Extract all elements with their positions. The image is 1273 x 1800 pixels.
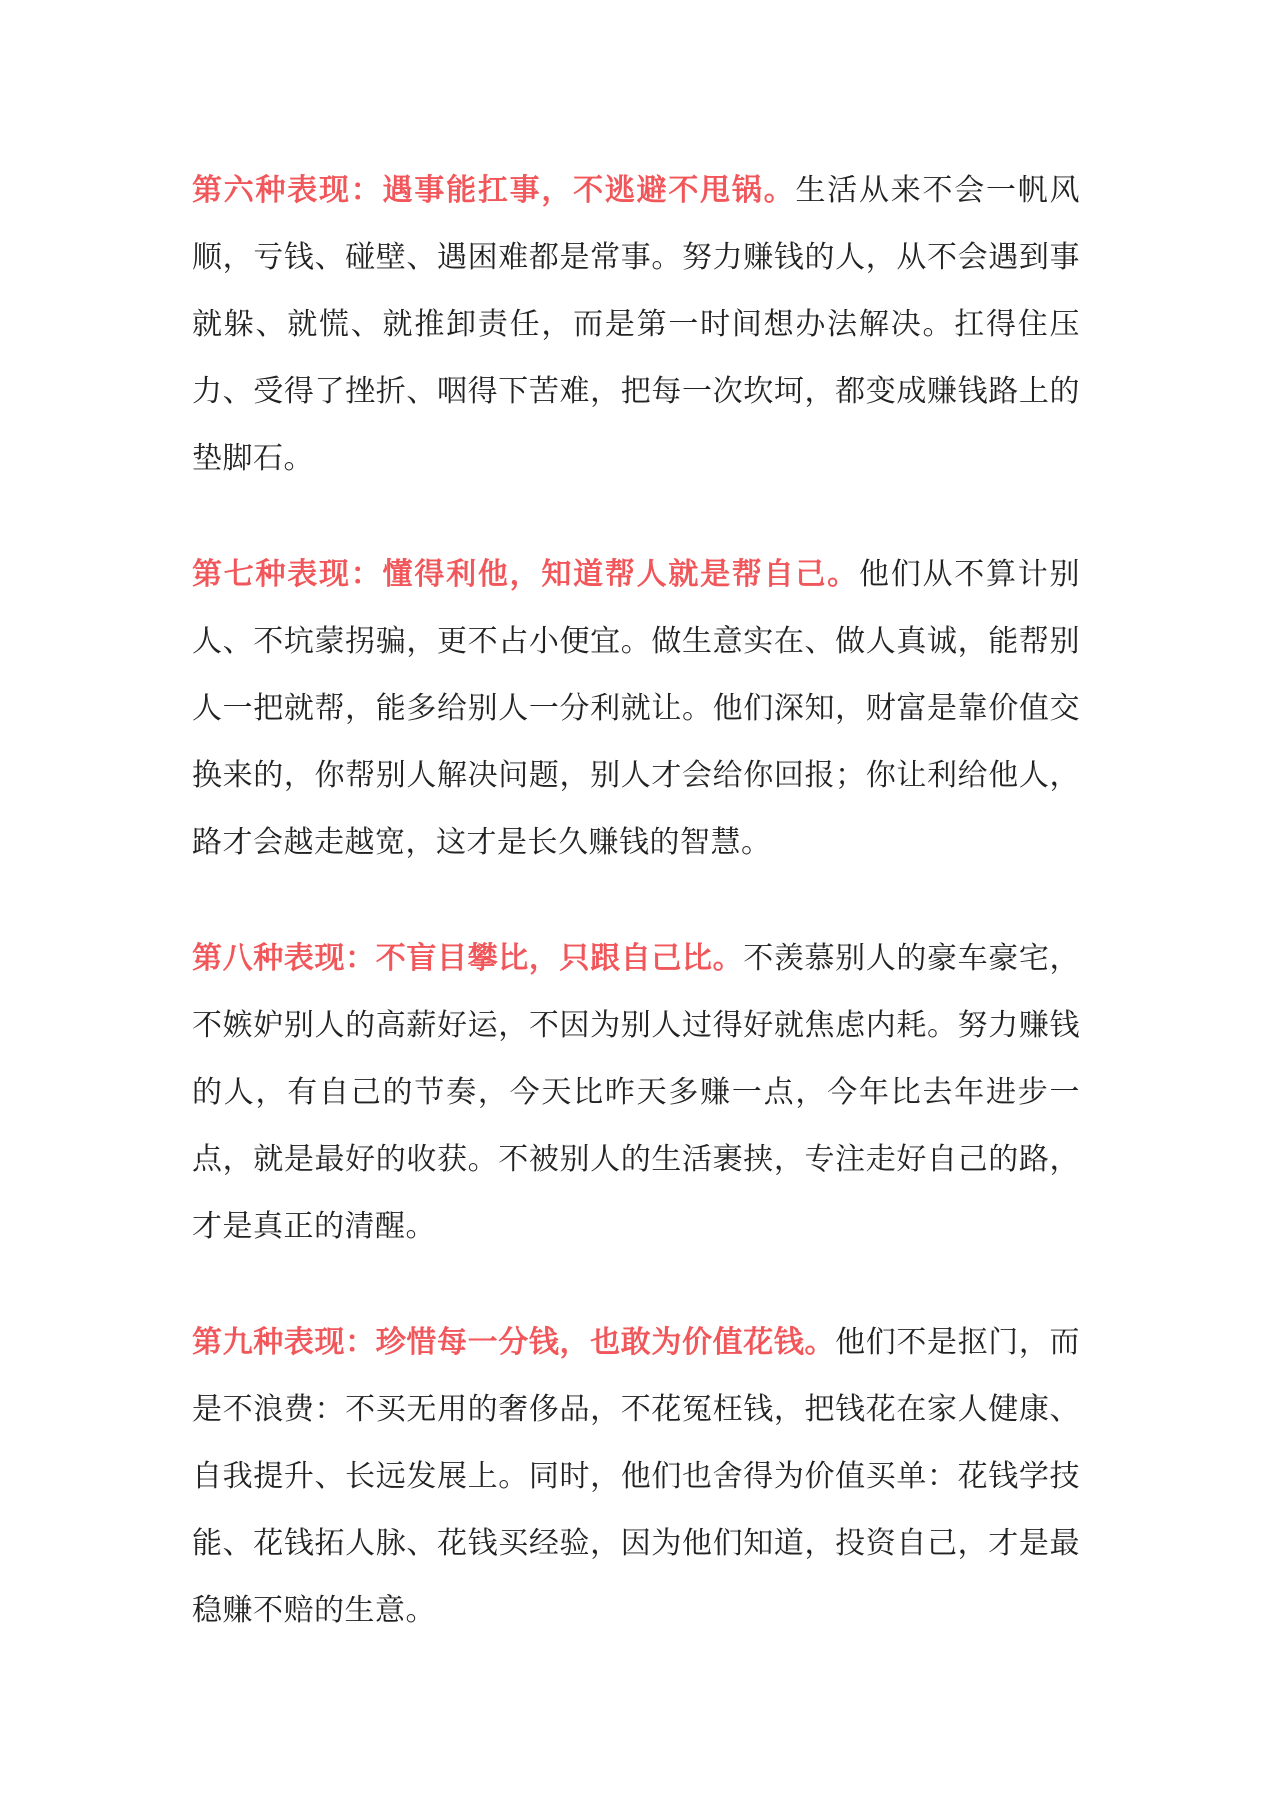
section-seventh bbox=[192, 541, 1080, 876]
section-sixth bbox=[192, 157, 1080, 492]
section-ninth bbox=[192, 1309, 1080, 1644]
section-eighth bbox=[192, 925, 1080, 1260]
section-body: 他们不是抠门，而是不浪费：不买无用的奢侈品，不花冤枉钱，把钱花在家人健康、自我提升、长远发展上。同时，他们也舍得为价值买单：花钱学技能、花钱拓人脉、花钱买经验，因为他们知道，投资自己，才是最稳赚不赔的生意。 bbox=[192, 1325, 1080, 1628]
section-body: 生活从来不会一帆风顺，亏钱、碰壁、遇困难都是常事。努力赚钱的人，从不会遇到事就躲、就慌、就推卸责任，而是第一时间想办法解决。扛得住压力、受得了挫折、咽得下苦难，把每一次坎坷，都变成赚钱路上的垫脚石。 bbox=[192, 173, 1081, 476]
section-heading: 第八种表现：不盲目攀比，只跟自己比。 bbox=[192, 941, 744, 976]
section-heading: 第六种表现：遇事能扛事，不逃避不甩锅。 bbox=[192, 173, 796, 208]
section-heading: 第九种表现：珍惜每一分钱，也敢为价值花钱。 bbox=[192, 1325, 836, 1360]
section-heading: 第七种表现：懂得利他，知道帮人就是帮自己。 bbox=[192, 557, 859, 592]
document-page bbox=[192, 157, 1080, 1693]
section-body: 他们从不算计别人、不坑蒙拐骗，更不占小便宜。做生意实在、做人真诚，能帮别人一把就帮，能多给别人一分利就让。他们深知，财富是靠价值交换来的，你帮别人解决问题，别人才会给你回报；你让利给他人，路才会越走越宽，这才是长久赚钱的智慧。 bbox=[192, 557, 1081, 860]
section-body: 不羡慕别人的豪车豪宅，不嫉妒别人的高薪好运，不因为别人过得好就焦虑内耗。努力赚钱的人，有自己的节奏，今天比昨天多赚一点，今年比去年进步一点，就是最好的收获。不被别人的生活裹挟，专注走好自己的路，才是真正的清醒。 bbox=[192, 941, 1080, 1244]
